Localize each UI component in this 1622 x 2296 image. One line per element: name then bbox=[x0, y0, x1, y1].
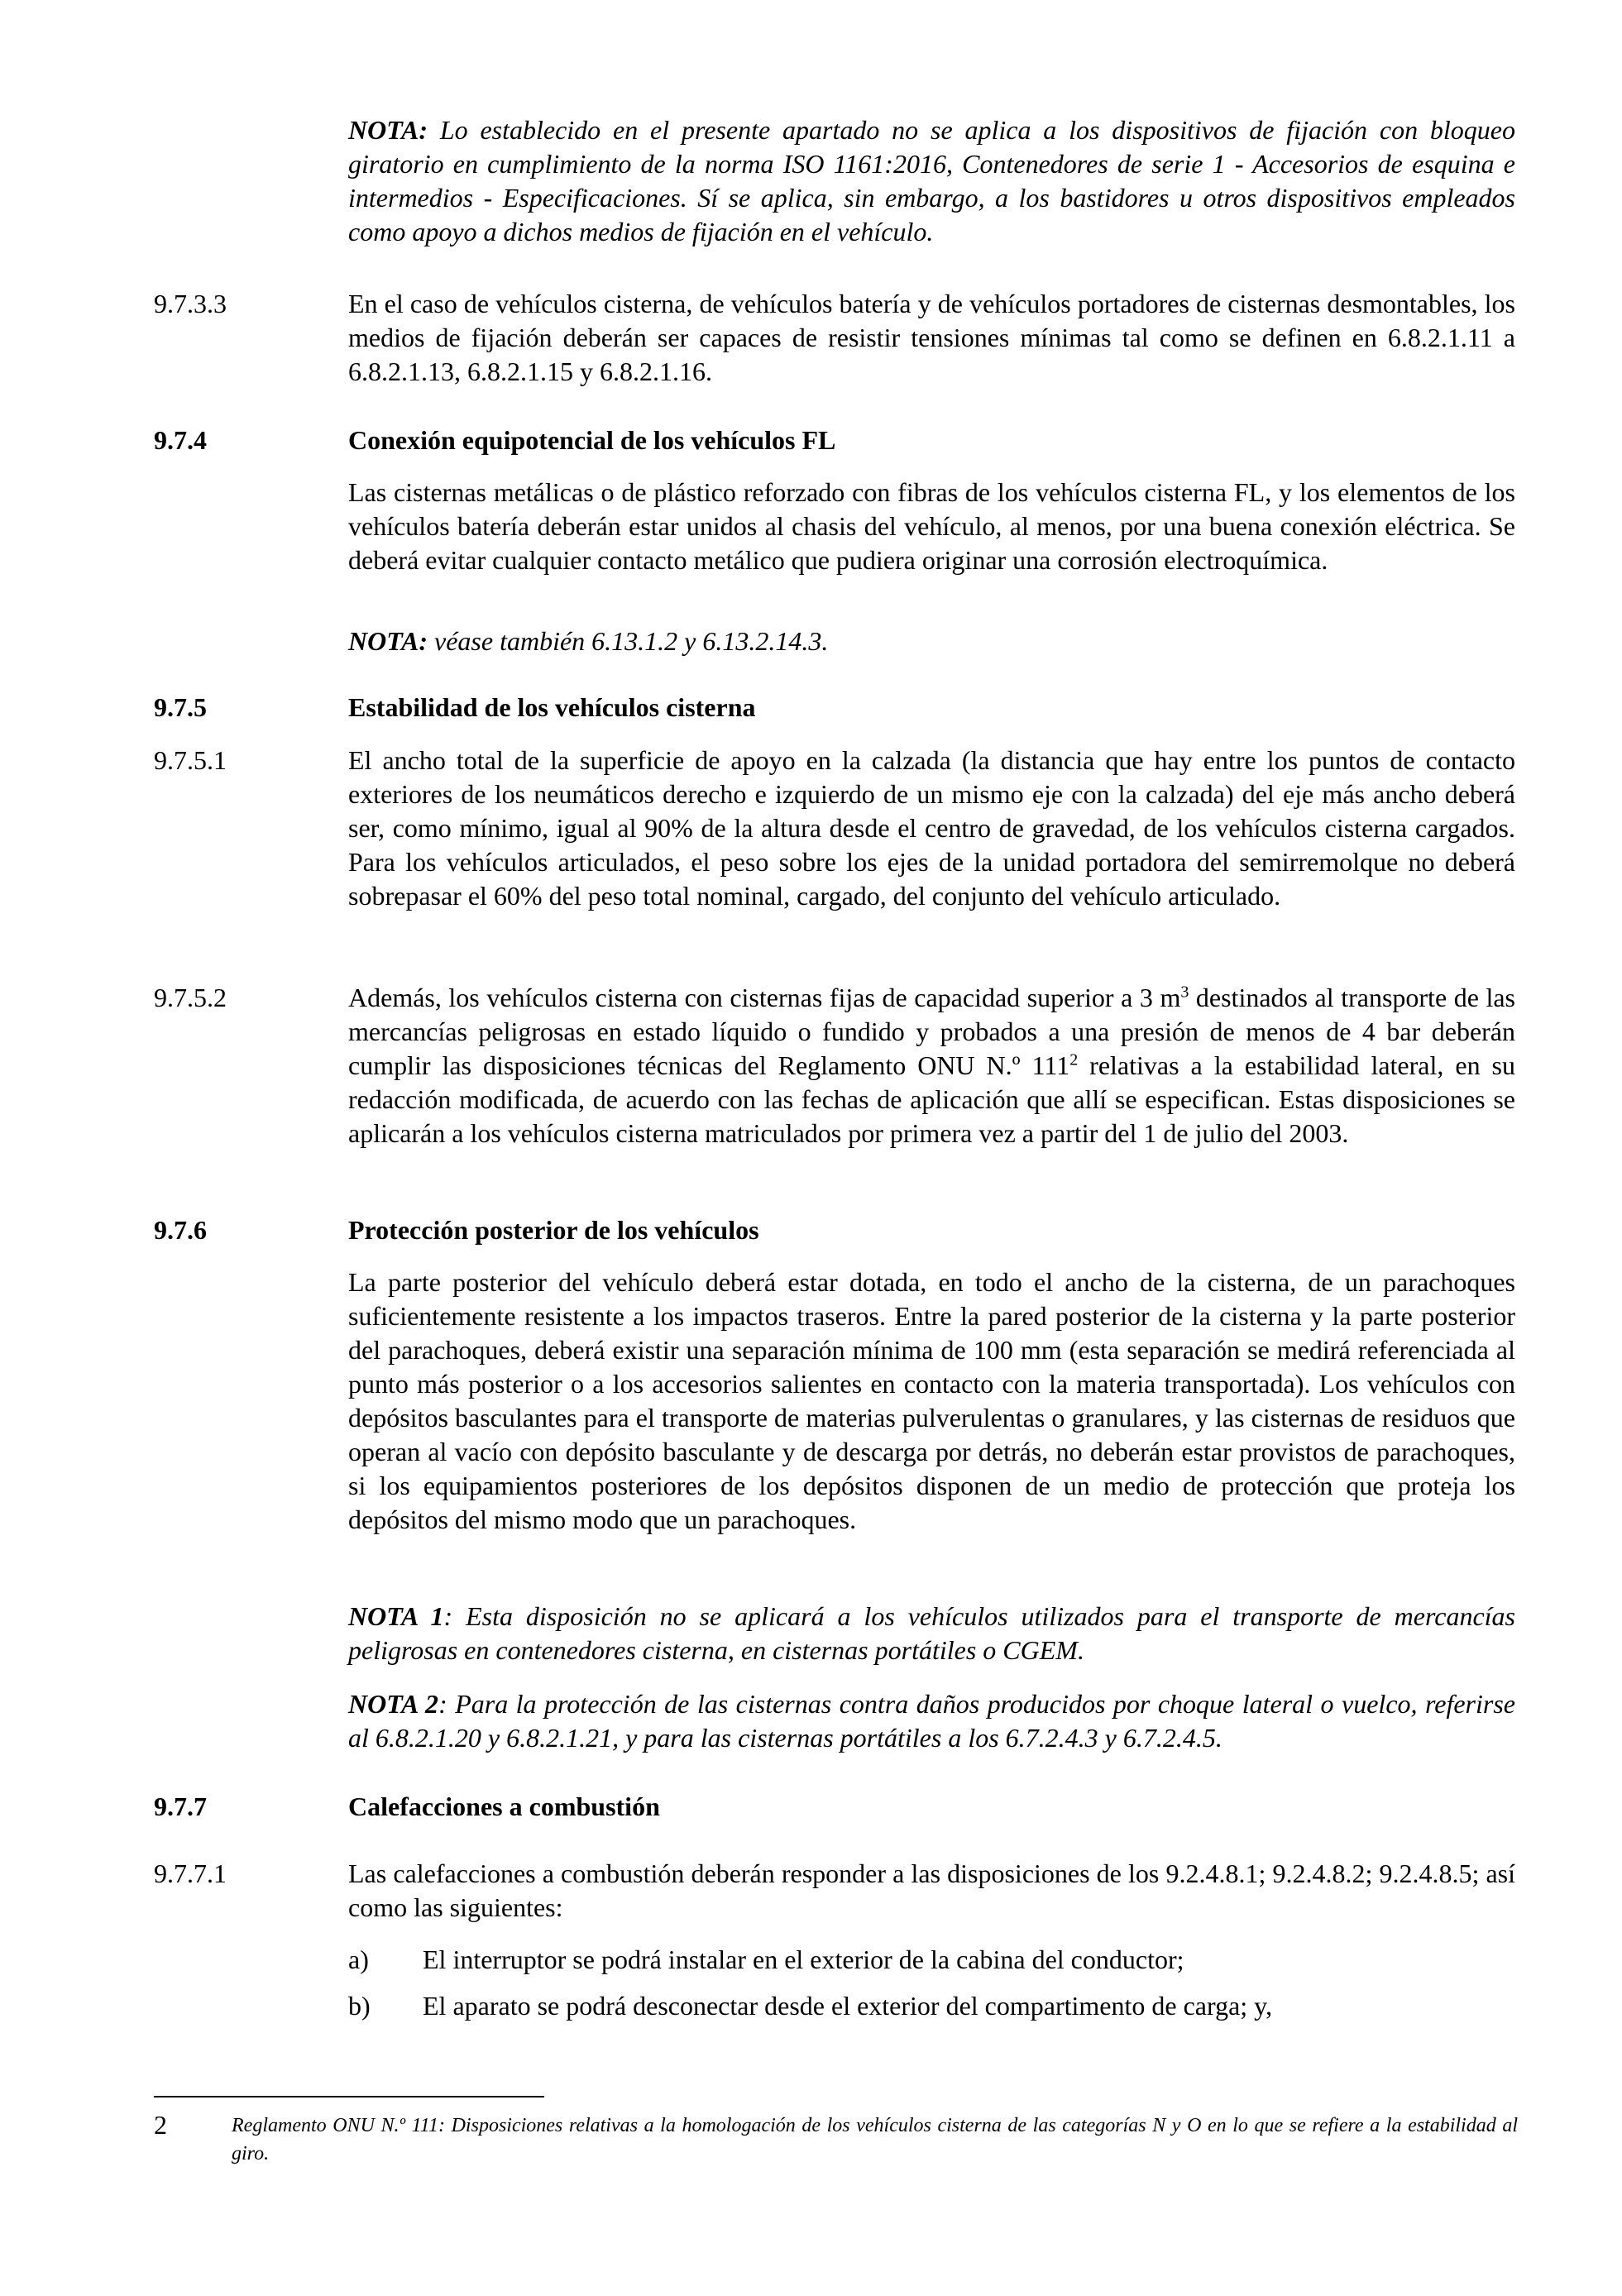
note-text: véase también 6.13.1.2 y 6.13.2.14.3. bbox=[428, 626, 829, 656]
list-item-label: b) bbox=[348, 1991, 371, 2021]
list-item-text: El aparato se podrá desconectar desde el exterior del compartimento de carga; y, bbox=[423, 1991, 1273, 2021]
paragraph-text: destinados al transporte de las mercancías peligrosas en estado líquido o fundido y probados a una presión de menos de 4 bar deberán cumplir las disposiciones técnicas del Reglamento ONU N.º 111 bbox=[348, 983, 1516, 1080]
note-label: NOTA 2 bbox=[348, 1689, 439, 1719]
note-label: NOTA: bbox=[348, 115, 428, 145]
section-paragraph: En el caso de vehículos cisterna, de vehículos batería y de vehículos portadores de cisternas desmontables, los medios de fijación deberán ser capaces de resistir tensiones mínimas tal como se definen en 6.8.2.1.11 a 6.8.2.1.13, 6.8.2.1.15 y 6.8.2.1.16. bbox=[348, 289, 1515, 386]
section-number: 9.7.5 bbox=[154, 692, 207, 722]
footnote-number: 2 bbox=[154, 2110, 167, 2140]
section-heading: Estabilidad de los vehículos cisterna bbox=[348, 692, 756, 722]
list-item-label: a) bbox=[348, 1944, 369, 1974]
section-9-7-6-note-2 bbox=[348, 1687, 1515, 1755]
section-paragraph bbox=[348, 981, 1515, 1150]
section-heading: Calefacciones a combustión bbox=[348, 1791, 660, 1821]
section-9-7-6-note-1 bbox=[348, 1600, 1515, 1667]
note-text: Lo establecido en el presente apartado no se aplica a los dispositivos de fijación con bloqueo giratorio en cumplimiento de la norma ISO 1161:2016, Contenedores de serie 1 - Accesorios de esquina e intermedios - Especificaciones. Sí se aplica, sin embargo, a los bastidores u otros dispositivos empleados como apoyo a dichos medios de fijación en el vehículo. bbox=[348, 115, 1515, 246]
section-9-7-4-note bbox=[348, 624, 1515, 658]
section-9-7-6-paragraph bbox=[348, 1265, 1515, 1537]
intro-note bbox=[348, 113, 1515, 249]
footnote-separator bbox=[154, 2096, 544, 2097]
paragraph-text: relativas a la estabilidad lateral, en su redacción modificada, de acuerdo con las fechas de aplicación que allí se especifican. Estas disposiciones se aplicarán a los vehículos cisterna matriculados por primera vez a partir del 1 de julio del 2003. bbox=[348, 1050, 1516, 1148]
section-number: 9.7.7.1 bbox=[154, 1858, 227, 1888]
section-number: 9.7.5.2 bbox=[154, 983, 227, 1012]
section-heading: Conexión equipotencial de los vehículos FL bbox=[348, 425, 836, 455]
section-number: 9.7.4 bbox=[154, 425, 207, 455]
section-paragraph: La parte posterior del vehículo deberá estar dotada, en todo el ancho de la cisterna, de un parachoques suficientemente resistente a los impactos traseros. Entre la pared posterior de la cisterna y la parte posterior del parachoques, deberá existir una separación mínima de 100 mm (esta separación se medirá referenciada al punto más posterior o a los accesorios salientes en contacto con la materia transportada). Los vehículos con depósitos basculantes para el transporte de materias pulverulentas o granulares, y las cisternas de residuos que operan al vacío con depósito basculante y de descarga por detrás, no deberán estar provistos de parachoques, si los equipamientos posteriores de los depósitos disponen de un medio de protección que proteja los depósitos del mismo modo que un parachoques. bbox=[348, 1267, 1515, 1534]
footnote-text: Reglamento ONU N.º 111: Disposiciones relativas a la homologación de los vehículos cisterna de las categorías N y O en lo que se refiere a la estabilidad al giro. bbox=[232, 2115, 1518, 2164]
section-number: 9.7.6 bbox=[154, 1215, 207, 1245]
section-paragraph: El ancho total de la superficie de apoyo en la calzada (la distancia que hay entre los puntos de contacto exteriores de los neumáticos derecho e izquierdo de un mismo eje con la calzada) del eje más ancho deberá ser, como mínimo, igual al 90% de la altura desde el centro de gravedad, de los vehículos cisterna cargados. Para los vehículos articulados, el peso sobre los ejes de la unidad portadora del semirremolque no deberá sobrepasar el 60% del peso total nominal, cargado, del conjunto del vehículo articulado. bbox=[348, 745, 1515, 911]
note-label: NOTA 1 bbox=[348, 1601, 444, 1631]
note-label: NOTA: bbox=[348, 626, 428, 656]
list-item-text: El interruptor se podrá instalar en el exterior de la cabina del conductor; bbox=[423, 1944, 1184, 1974]
superscript-unit: 3 bbox=[1180, 983, 1189, 1002]
paragraph-text: Además, los vehículos cisterna con cisternas fijas de capacidad superior a 3 m bbox=[348, 983, 1181, 1012]
section-number: 9.7.5.1 bbox=[154, 745, 227, 775]
section-heading: Protección posterior de los vehículos bbox=[348, 1215, 759, 1245]
section-9-7-4-paragraph bbox=[348, 476, 1515, 577]
note-text: : Esta disposición no se aplicará a los vehículos utilizados para el transporte de mercancías peligrosas en contenedores cisterna, en cisternas portátiles o CGEM. bbox=[348, 1601, 1516, 1665]
note-text: : Para la protección de las cisternas contra daños producidos por choque lateral o vuelco, referirse al 6.8.2.1.20 y 6.8.2.1.21, y para las cisternas portátiles a los 6.7.2.4.3 y 6.7.2.4.5. bbox=[348, 1689, 1516, 1753]
section-paragraph: Las cisternas metálicas o de plástico reforzado con fibras de los vehículos cisterna FL, y los elementos de los vehículos batería deberán estar unidos al chasis del vehículo, al menos, por una buena conexión eléctrica. Se deberá evitar cualquier contacto metálico que pudiera originar una corrosión electroquímica. bbox=[348, 477, 1515, 575]
section-paragraph: Las calefacciones a combustión deberán responder a las disposiciones de los 9.2.4.8.1; 9.2.4.8.2; 9.2.4.8.5; así como las siguientes: bbox=[348, 1858, 1515, 1922]
footnote-ref: 2 bbox=[1069, 1050, 1079, 1069]
section-number: 9.7.7 bbox=[154, 1791, 207, 1821]
section-number: 9.7.3.3 bbox=[154, 289, 227, 318]
